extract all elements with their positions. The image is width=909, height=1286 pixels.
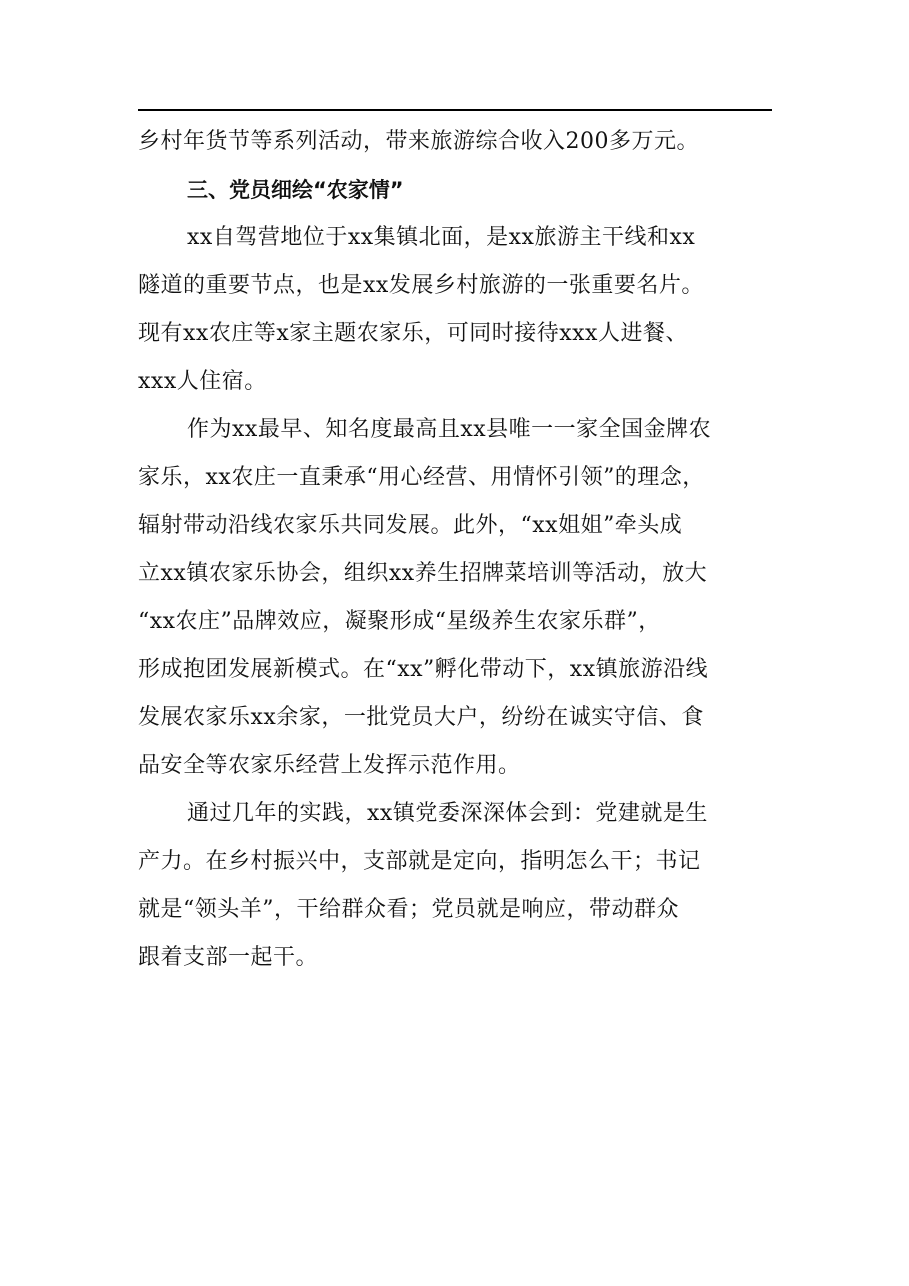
paragraph-3-line-3: 就是“领头羊”，干给群众看；党员就是响应，带动群众 (138, 897, 679, 922)
paragraph-2-line-1: 作为xx最早、知名度最高且xx县唯一一家全国金牌农 (187, 417, 712, 442)
paragraph-2-line-2: 家乐，xx农庄一直秉承“用心经营、用情怀引领”的理念， (138, 465, 705, 490)
paragraph-2-line-8: 品安全等农家乐经营上发挥示范作用。 (138, 753, 521, 778)
section-heading: 三、党员细绘“农家情” (187, 178, 404, 202)
paragraph-1-line-2: 隧道的重要节点，也是xx发展乡村旅游的一张重要名片。 (138, 273, 704, 298)
paragraph-3-line-1: 通过几年的实践，xx镇党委深深体会到：党建就是生 (187, 801, 708, 826)
paragraph-2-line-6: 形成抱团发展新模式。在“xx”孵化带动下，xx镇旅游沿线 (138, 657, 709, 682)
paragraph-2-line-4: 立xx镇农家乐协会，组织xx养生招牌菜培训等活动，放大 (138, 561, 708, 586)
paragraph-1-line-4: xxx人住宿。 (138, 369, 267, 394)
header-rule (138, 109, 772, 111)
paragraph-3-line-4: 跟着支部一起干。 (138, 945, 319, 970)
paragraph-1-line-3: 现有xx农庄等x家主题农家乐，可同时接待xxx人进餐、 (138, 321, 688, 346)
continuation-line: 乡村年货节等系列活动，带来旅游综合收入200多万元。 (138, 129, 699, 154)
paragraph-2-line-3: 辐射带动沿线农家乐共同发展。此外，“xx姐姐”牵头成 (138, 513, 683, 538)
paragraph-2-line-5: “xx农庄”品牌效应，凝聚形成“星级养生农家乐群”， (138, 609, 661, 634)
paragraph-1-line-1: xx自驾营地位于xx集镇北面，是xx旅游主干线和xx (187, 225, 696, 250)
paragraph-3-line-2: 产力。在乡村振兴中，支部就是定向，指明怎么干；书记 (138, 849, 701, 874)
paragraph-2-line-7: 发展农家乐xx余家，一批党员大户，纷纷在诚实守信、食 (138, 705, 704, 730)
